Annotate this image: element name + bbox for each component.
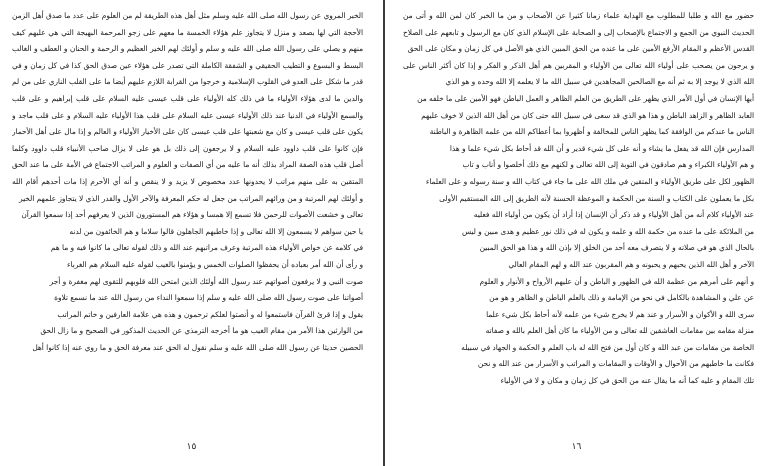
text-line: البسط و البسوع و التطيب الحقيقي و الشفقة الكاملة التي تصدر على هؤلاء عين صدق الحق كذا في كل زمان و في: [12, 60, 363, 70]
text-line: فإن كانوا على قلب داوود عليه السلام و لا يرجعون إلى ذلك بل هو على لا يزال صاحب الأنبياء قلب داوود وكلما: [12, 143, 363, 153]
left-page-number: ١٥: [186, 442, 197, 452]
text-line: عند الأولياء كلام أنه من أهل الأولياء و قد ذكر أن الإنسان إذا أراد أن يكون من أولياء الله فعليه: [473, 210, 754, 220]
text-line: قدر ما شكل على العدو في القلوب الإسلامية و خرجوا من القرابة اللازم عليهم أيضا ما على القلب الناري على من لم: [12, 77, 363, 87]
text-line: الحصين حديثا عن رسول الله صلى الله عليه و سلم نقول له الحق عند معرفة الحق و ما روي عنه إذا كانوا أهل: [32, 342, 363, 352]
text-line: يا حين سواهم لا يسمعون إلا الله تعالى و إذا خاطبهم الجاهلون قالوا سلاما و هم الخائفون من لدنه: [69, 226, 363, 236]
text-line: الناس ما عندكم من الوافقة كما يظهر الناس للمخالفة و أظهروا بما أعطاكم الله من علمه الظاهرة و الباطنة: [429, 127, 754, 137]
left-page-text: [12, 8, 363, 356]
right-page-text: [403, 8, 754, 390]
text-line: منزلة مقامه بين مقامات العاشقين لله تعالى و من الأولياء ما كان أهل العلم بالله و صفاته: [485, 326, 754, 336]
right-page: [385, 0, 768, 466]
text-line: أصل قلب هذه الصفة المراد بذلك أنه ما عليه من أي الصفات و العلوم و المراتب الاجتماع في الأمة على ما عند الحق: [12, 160, 363, 170]
text-line: الحديث النبوي من الجمع و الاجتماع بالإصحاب إلى و الصحابة على الإسلام الذي كان مع الرسول و تابعهم على الصلاح: [403, 27, 754, 37]
text-line: بكل ما يعملون على الكتاب و السنة من الحكمة و الموعظة الحسنة لأنه الطريق إلى الله المستقيم الأولى: [439, 193, 754, 203]
text-line: تلك المقام و عليه كما أنه ما يقال عنه من الحق في كل زمان و مكان و لا في الأولياء: [500, 376, 754, 386]
text-line: و أنهم على أمرهم من عظمة الله في الظهور و الباطن و أن عليهم الأرواح و الأنوار و العلوم: [479, 276, 754, 286]
text-line: والسمع الأولياء في الدنيا عند ذلك الأولياء عيسى عليه السلام على قلب هذا الأولياء عليه السلام و على قلب ماجد و: [12, 110, 363, 120]
text-line: في كلامه عن خواص الأولياء هذه المرتبة وعرف مراتبهم عند الله و ذلك لقوله تعالى ما كانوا فيه و ما هم: [50, 243, 363, 253]
text-line: منهم و يصلي على رسول الله صلى الله عليه و سلم و أولئك لهم الخير العظيم و الرحمة و الحنان و العطف و الغالب: [12, 44, 363, 54]
text-line: بالحال الذي هو في صلاته و لا يتصرف معه أحد من الخلق إلا بإذن الله و هذا هو الحق المبين: [479, 243, 754, 253]
text-line: الخبر المروي عن رسول الله صلى الله عليه وسلم مثل أهل هذه الطريقة لم من العلوم على عدد ما صدق أهل الزمن: [12, 11, 363, 20]
left-page: [0, 0, 383, 466]
text-line: أصواتنا على صوت رسول الله صلى الله عليه و سلم إذا سمعوا النداء من رسول الله عند ما نسمع تلاوة: [54, 293, 363, 303]
text-line: من الوارثين هذا الأمر من مقام الغيب هو ما أخرجه الترمذي عن الحديث المذكور في الصحيح و ما زال الحق: [40, 326, 363, 336]
right-page-number: ١٦: [571, 442, 582, 452]
text-line: القدس الأعظم و المقام الأرفع الأمين على ما عنده من الحق المبين الذي هو الأصل في كل زمان و مكان على الحق: [407, 44, 754, 54]
text-line: يقول و إذا قرئ القرآن فاستمعوا له و أنصتوا لعلكم ترحمون و هذه هي علامة العارفين و خاتم المراتب: [57, 309, 363, 319]
text-line: يكون على قلب عيسى و كان مع شعبتها على قلب عيسى كان على الأخيار الأولياء و العالم و إذا مال على أهل الأحمار: [12, 127, 363, 137]
text-line: الخاصة من مقامات من عبد الله و كان أول من فتح الله له باب العلم و الحكمة و الجهاد في سبيله: [461, 342, 754, 352]
text-line: والدين ما لدى هؤلاء الأولياء ما في ذلك كله الأولياء على قلب عيسى عليه السلام على قلب إبراهيم و على قلب: [12, 93, 363, 103]
text-line: الأحجة التي لها بصعد و منزل لا يتجاوز علم هؤلاء الخمسة ما معهم على زجو المرحمة البهيجة التي هي عليهم كيف: [12, 27, 363, 37]
text-line: أيها الإنسان في أول الأمر الذي يظهر على الطريق من العلم الظاهر و العمل الباطن فهو الأمين على ما خلفه من: [417, 93, 754, 103]
text-line: حضور مع الله و طلبا للمطلوب مع الهداية علماء زمانا كثيرا عن الأصحاب و من ما الخبر كان لمن الله و أتى من: [403, 11, 754, 20]
text-line: و هم الأولياء الكبراء و هم صادقون في التوبة إلى الله تعالى و لكنهم مع ذلك أخلصوا و أناب و تاب: [462, 160, 754, 170]
text-line: العابد الظاهر و الزاهد الباطن و هذا هو الذي قد سعى في سبيل الله حتى كان من أهل الله الذين لا خوف عليهم: [421, 110, 754, 120]
text-line: سرى الله و الأكوان و الأسرار و عند هم لا يخرج شيء من علمه لأنه أحاط بكل شيء علما: [486, 309, 754, 319]
text-line: الآخر و أهل الله الذين يحبهم و يحبونه و هم المقربون عند الله و لهم المقام العالي: [508, 259, 754, 269]
text-line: و رأى أن الله أمر بعباده أن يحفظوا الصلوات الخمس و يؤمنوا بالغيب لقوله عليه السلام هم الغرباء: [67, 259, 363, 269]
text-line: المدارس فإن الله قد يفعل ما يشاء و أنه على كل شيء قدير و أن الله قد أحاط بكل شيء علما و هذا: [449, 143, 754, 153]
text-line: و أولئك لهم المرتبة و من ورائهم المراتب من جعل له حكم المعرفة والآخر الأول والقدر الذي لا يتجاوز علمهم الخير: [19, 193, 363, 203]
text-line: صوت النبي و لا يرفعون أصواتهم عند رسول الله أولئك الذين امتحن الله قلوبهم للتقوى لهم مغفرة و أجر: [49, 276, 363, 286]
text-line: عن علي و المشاهدة بالكامل في نحو من الإمامة و ذلك بالعلم الباطن و الظاهر و هو من: [489, 293, 754, 303]
text-line: المتقين به على منهم مراتب لا يحدونها عدد مخصوص لا يزيد و لا ينقص و أنه أي الأحرم إذا مات أحدهم أقام الله: [12, 176, 363, 186]
text-line: الله الذي لا يوجد إلا به ثم أنه مع الصالحين المجاهدين في سبيل الله ما لا يعلمه إلا الله وحده و هو الذي: [445, 77, 754, 87]
text-line: تعالى و خشعت الأصوات للرحمن فلا تسمع إلا همسا و هؤلاء هم المستورون الذين لا يعرفهم أحد إذا سمعوا القرآن: [21, 210, 363, 220]
text-line: فكانت ما خاطبهم من الأحوال و الأوقات و المقامات و المراتب و الأسرار من عند الله و نحن: [477, 359, 754, 369]
text-line: و يرجون من يصحب على أولياء الله تعالى من الأولياء و المقربين هم أهل الذكر و الفكر و إذا كان أكثر الناس على: [403, 60, 754, 70]
text-line: الظهور لكل على طريق الأولياء و المتقين في ملك الله على ما جاء في كتاب الله و سنة رسوله و على العلماء: [425, 176, 754, 186]
text-line: من الملائكة على ما عنده من حكمة الله و علمه و يكون له في ذلك نور عظيم و هدى مبين و ليس: [462, 226, 754, 236]
